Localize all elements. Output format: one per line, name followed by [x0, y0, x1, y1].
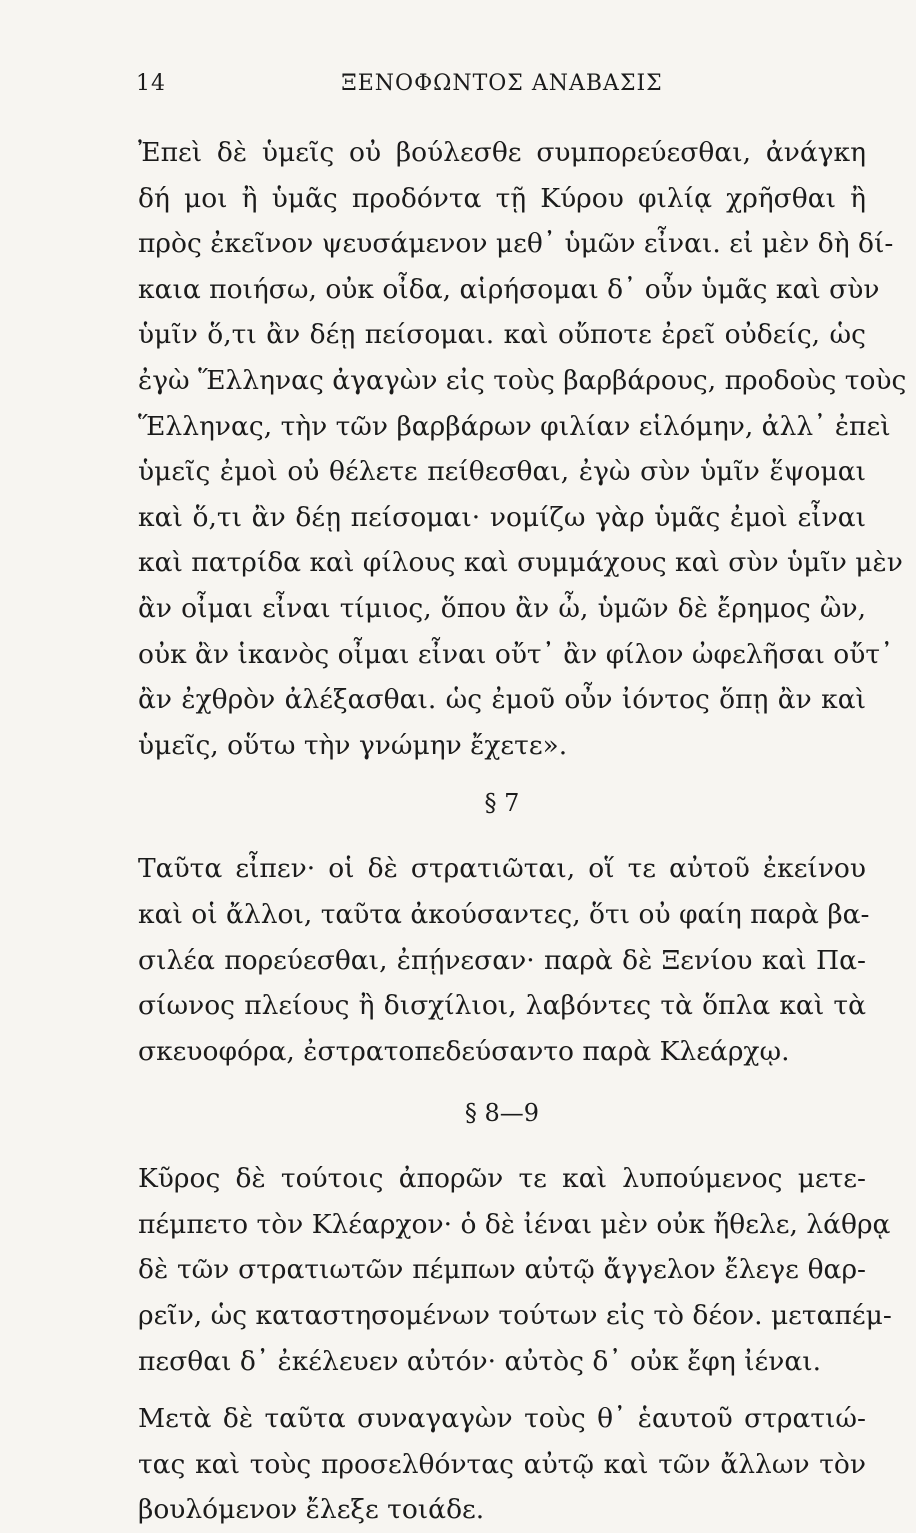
text-line: Ταῦτα εἶπεν· οἱ δὲ στρατιῶται, οἵ τε αὐτοῦ ἐκείνου: [138, 853, 866, 885]
section-heading-8-9: § 8—9: [464, 1099, 540, 1128]
text-line: δὲ τῶν στρατιωτῶν πέμπων αὐτῷ ἄγγελον ἔλεγε θαρ-: [138, 1254, 866, 1286]
text-line: ὑμεῖς ἐμοὶ οὐ θέλετε πείθεσθαι, ἐγὼ σὺν ὑμῖν ἕψομαι: [138, 456, 866, 488]
text-line: δή μοι ἢ ὑμᾶς προδόντα τῇ Κύρου φιλίᾳ χρῆσθαι ἢ: [138, 182, 866, 214]
text-line: ἂν ἐχθρὸν ἀλέξασθαι. ὡς ἐμοῦ οὖν ἰόντος ὅπῃ ἂν καὶ: [138, 684, 866, 716]
text-line: σκευοφόρα, ἐστρατοπεδεύσαντο παρὰ Κλεάρχῳ.: [138, 1035, 790, 1067]
text-line: βουλόμενον ἔλεξε τοιάδε.: [138, 1494, 485, 1526]
text-line: Ἐπεὶ δὲ ὑμεῖς οὐ βούλεσθε συμπορεύεσθαι, ἀνάγκη: [138, 137, 866, 168]
paragraph-section-7: [138, 846, 870, 1074]
running-head: [138, 64, 866, 104]
section-heading-7: § 7: [484, 789, 520, 818]
text-line: Ἕλληνας, τὴν τῶν βαρβάρων φιλίαν εἱλόμην, ἀλλ᾽ ἐπεὶ: [138, 410, 891, 442]
text-line: καὶ ὅ,τι ἂν δέῃ πείσομαι· νομίζω γὰρ ὑμᾶς ἐμοὶ εἶναι: [138, 501, 866, 533]
paragraph-section-8-9: [138, 1156, 892, 1384]
text-line: σιλέα πορεύεσθαι, ἐπῄνεσαν· παρὰ δὲ Ξενίου καὶ Πα-: [138, 944, 866, 976]
text-line: Κῦρος δὲ τούτοις ἀπορῶν τε καὶ λυπούμενος μετε-: [138, 1163, 866, 1195]
text-line: ὑμεῖς, οὕτω τὴν γνώμην ἔχετε».: [138, 729, 568, 761]
text-line: πεσθαι δ᾽ ἐκέλευεν αὐτόν· αὐτὸς δ᾽ οὐκ ἔφη ἰέναι.: [138, 1345, 822, 1377]
paragraph-speech: [138, 130, 907, 768]
text-line: ὑμῖν ὅ,τι ἂν δέῃ πείσομαι. καὶ οὔποτε ἐρεῖ οὐδείς, ὡς: [138, 319, 866, 351]
text-line: τας καὶ τοὺς προσελθόντας αὐτῷ καὶ τῶν ἄλλων τὸν: [138, 1448, 866, 1480]
text-line: ἐγὼ Ἕλληνας ἀγαγὼν εἰς τοὺς βαρβάρους, προδοὺς τοὺς: [138, 364, 907, 396]
text-line: καια ποιήσω, οὐκ οἶδα, αἱρήσομαι δ᾽ οὖν ὑμᾶς καὶ σὺν: [138, 273, 880, 305]
text-line: ρεῖν, ὡς καταστησομένων τούτων εἰς τὸ δέον. μεταπέμ-: [138, 1300, 892, 1332]
running-title: ΞΕΝΟΦΩΝΤΟΣ ΑΝΑΒΑΣΙΣ: [341, 71, 663, 96]
paragraph-closing: [138, 1396, 866, 1533]
text-line: οὐκ ἂν ἱκανὸς οἶμαι εἶναι οὔτ᾽ ἂν φίλον ὠφελῆσαι οὔτ᾽: [138, 638, 894, 670]
text-line: πρὸς ἐκεῖνον ψευσάμενον μεθ᾽ ὑμῶν εἶναι. εἰ μὲν δὴ δί-: [138, 228, 894, 260]
text-line: πέμπετο τὸν Κλέαρχον· ὁ δὲ ἰέναι μὲν οὐκ ἤθελε, λάθρᾳ: [138, 1208, 891, 1240]
page-number: 14: [136, 71, 166, 96]
text-line: καὶ οἱ ἄλλοι, ταῦτα ἀκούσαντες, ὅτι οὐ φαίη παρὰ βα-: [138, 898, 870, 930]
text-line: ἂν οἶμαι εἶναι τίμιος, ὅπου ἂν ὦ, ὑμῶν δὲ ἔρημος ὢν,: [138, 592, 866, 624]
text-line: Μετὰ δὲ ταῦτα συναγαγὼν τοὺς θ᾽ ἑαυτοῦ στρατιώ-: [138, 1403, 866, 1435]
text-line: σίωνος πλείους ἢ δισχίλιοι, λαβόντες τὰ ὅπλα καὶ τὰ: [138, 990, 866, 1022]
text-line: καὶ πατρίδα καὶ φίλους καὶ συμμάχους καὶ σὺν ὑμῖν μὲν: [138, 547, 903, 579]
